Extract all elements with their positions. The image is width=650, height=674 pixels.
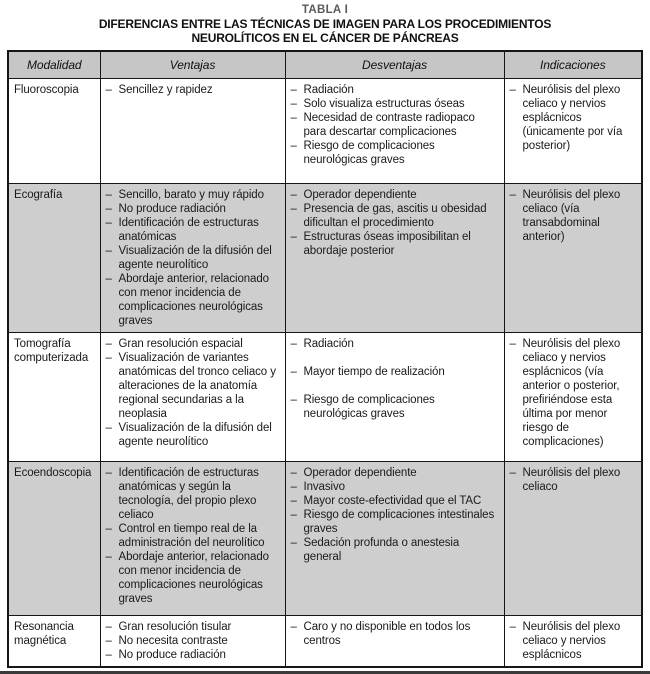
ventajas-item: – Abordaje anterior, relacionado con menor incidencia de complicaciones neurológicas graves [106,272,280,328]
ventajas-item: – Visualización de variantes anatómicas del tronco celiaco y alteraciones de la anatomía regional secundarias a la neoplasia [106,351,280,421]
indicaciones-list [510,188,637,244]
ventajas-item: – Sencillo, barato y muy rápido [106,188,280,202]
indicaciones-list [510,337,637,449]
desventajas-item: – Operador dependiente [291,466,499,480]
ventajas-list [106,620,280,662]
desventajas-cell [285,333,504,462]
column-header-2: Desventajas [285,51,504,79]
desventajas-item: – Caro y no disponible en todos los centros [291,620,499,648]
ventajas-item: – Control en tiempo real de la administración del neurolítico [106,522,280,550]
ventajas-cell [100,462,285,616]
ventajas-item: – Gran resolución espacial [106,337,280,351]
desventajas-list [291,337,499,421]
ventajas-list [106,466,280,606]
column-header-1: Ventajas [100,51,285,79]
indicaciones-item: – Neurólisis del plexo celiaco (vía transabdominal anterior) [510,188,637,244]
ventajas-item: – Abordaje anterior, relacionado con menor incidencia de complicaciones neurológicas graves [106,550,280,606]
ventajas-list [106,337,280,449]
ventajas-cell [100,333,285,462]
ventajas-item: – Visualización de la difusión del agente neurolítico [106,244,280,272]
ventajas-item: – No produce radiación [106,648,280,662]
desventajas-item: – Necesidad de contraste radiopaco para descartar complicaciones [291,111,499,139]
desventajas-item: – Radiación [291,337,499,351]
desventajas-item: – Mayor tiempo de realización [291,365,499,379]
ventajas-cell [100,79,285,184]
desventajas-list [291,188,499,258]
desventajas-list [291,620,499,648]
ventajas-cell [100,616,285,668]
indicaciones-list [510,83,637,153]
indicaciones-item: – Neurólisis del plexo celiaco y nervios esplácnicos [510,620,637,662]
indicaciones-cell [504,616,642,668]
ventajas-list [106,188,280,328]
table-row [8,462,642,616]
indicaciones-cell [504,333,642,462]
desventajas-item: – Estructuras óseas imposibilitan el abordaje posterior [291,230,499,258]
ventajas-list [106,83,280,97]
modalidad-cell: Tomografía computerizada [8,333,100,462]
desventajas-item: – Presencia de gas, ascitis u obesidad dificultan el procedimiento [291,202,499,230]
table-row [8,79,642,184]
ventajas-item: – Visualización de la difusión del agente neurolítico [106,421,280,449]
indicaciones-item: – Neurólisis del plexo celiaco y nervios esplácnicos (únicamente por vía posterior) [510,83,637,153]
desventajas-item: – Invasivo [291,480,499,494]
indicaciones-list [510,466,637,494]
indicaciones-list [510,620,637,662]
ventajas-item: – No necesita contraste [106,634,280,648]
desventajas-list [291,83,499,167]
modalidad-cell: Ecografía [8,184,100,333]
table-row [8,616,642,668]
indicaciones-cell [504,184,642,333]
ventajas-item: – No produce radiación [106,202,280,216]
ventajas-cell [100,184,285,333]
desventajas-item: – Riesgo de complicaciones neurológicas graves [291,139,499,167]
desventajas-item: – Riesgo de complicaciones neurológicas graves [291,393,499,421]
column-header-0: Modalidad [8,51,100,79]
header-row [8,51,642,79]
desventajas-item: – Sedación profunda o anestesia general [291,536,499,564]
modalidad-cell: Fluoroscopia [8,79,100,184]
ventajas-item: – Gran resolución tisular [106,620,280,634]
ventajas-item: – Identificación de estructuras anatómicas [106,216,280,244]
indicaciones-cell [504,462,642,616]
desventajas-item: – Solo visualiza estructuras óseas [291,97,499,111]
table-title: TABLA I [301,4,349,16]
desventajas-list [291,466,499,564]
desventajas-cell [285,79,504,184]
ventajas-item: – Identificación de estructuras anatómicas y según la tecnología, del propio plexo celiaco [106,466,280,522]
desventajas-item: – Mayor coste-efectividad que el TAC [291,494,499,508]
indicaciones-item: – Neurólisis del plexo celiaco y nervios esplácnicos (vía anterior o posterior, prefiriéndose esta última por menor riesgo de complicaciones) [510,337,637,449]
desventajas-cell [285,184,504,333]
table-body [8,79,642,668]
modalidad-cell: Ecoendoscopia [8,462,100,616]
comparison-table [7,50,643,668]
indicaciones-item: – Neurólisis del plexo celiaco [510,466,637,494]
desventajas-item: – Radiación [291,83,499,97]
indicaciones-cell [504,79,642,184]
table-row [8,333,642,462]
ventajas-item: – Sencillez y rapidez [106,83,280,97]
desventajas-item: – Riesgo de complicaciones intestinales graves [291,508,499,536]
desventajas-item: – Operador dependiente [291,188,499,202]
modalidad-cell: Resonancia magnética [8,616,100,668]
desventajas-cell [285,616,504,668]
column-header-3: Indicaciones [504,51,642,79]
table-subtitle: DIFERENCIAS ENTRE LAS TÉCNICAS DE IMAGEN PARA LOS PROCEDIMIENTOS NEUROLÍTICOS EN EL CÁNCER DE PÁNCREAS [98,17,552,45]
table-row [8,184,642,333]
desventajas-cell [285,462,504,616]
